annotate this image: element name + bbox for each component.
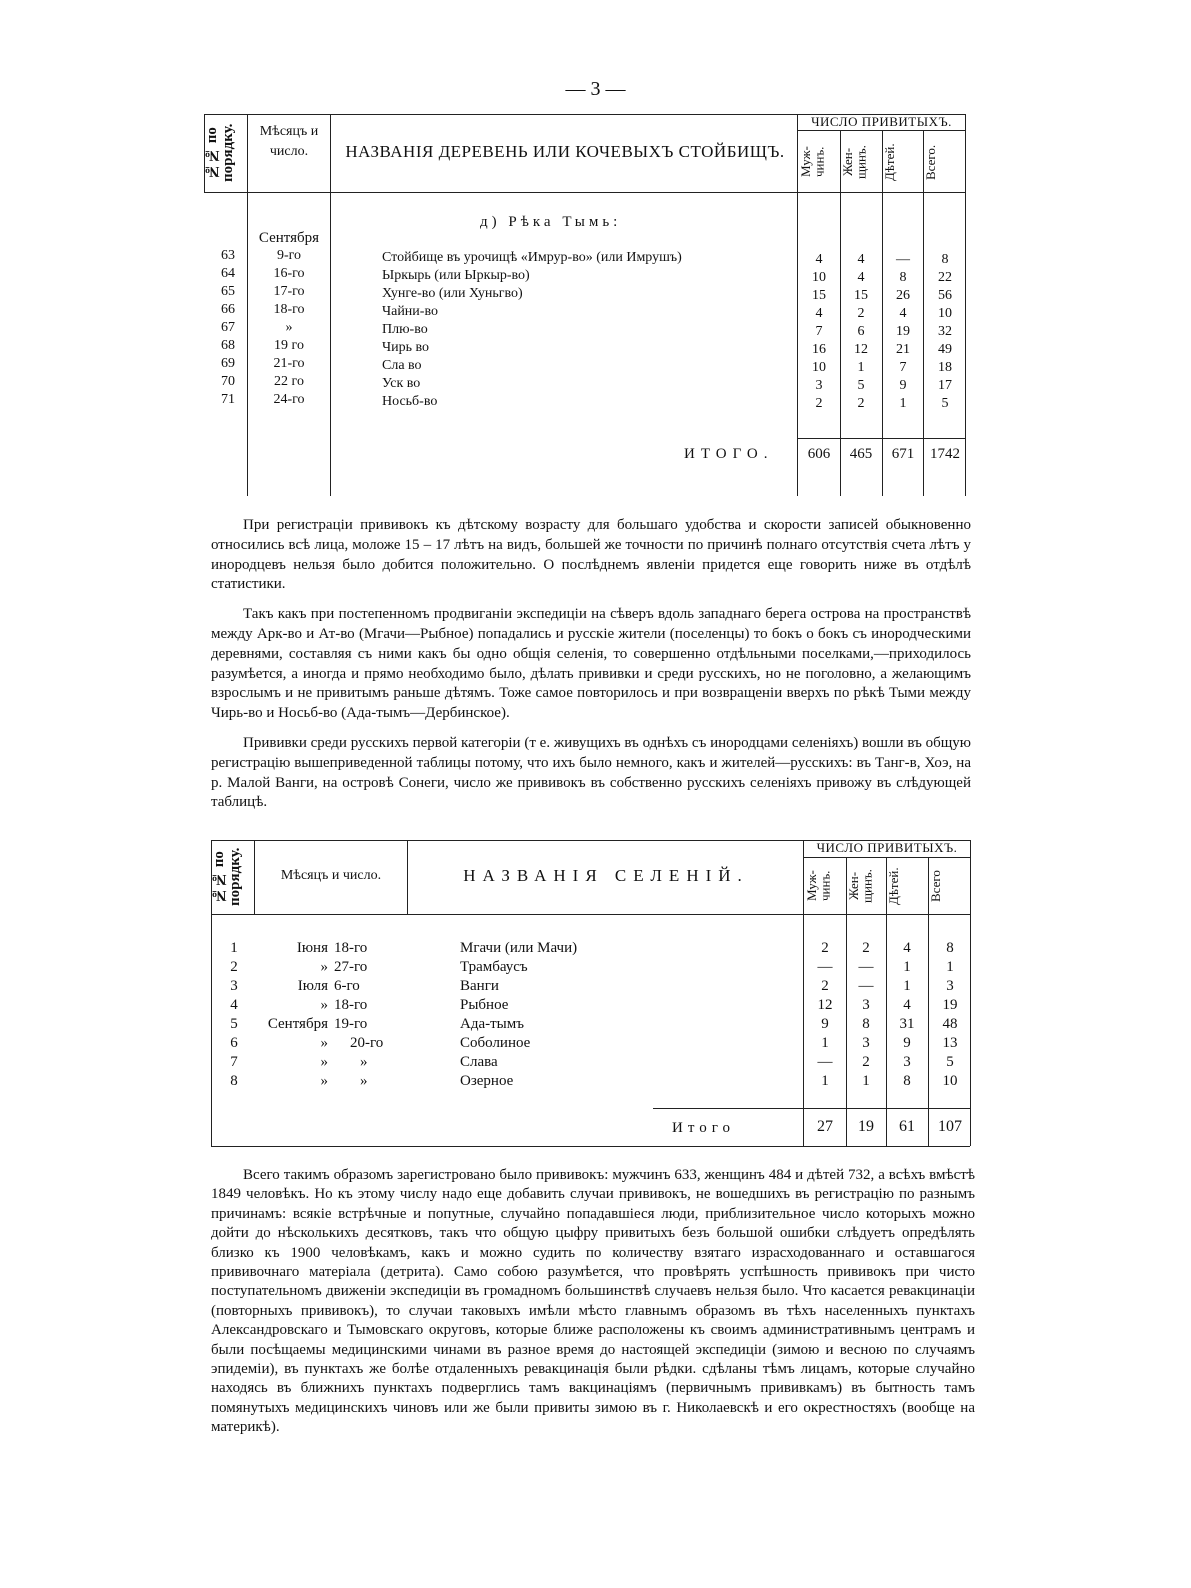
t1-children: — <box>896 252 910 267</box>
t2-total: 13 <box>942 1035 958 1051</box>
t2-month: » <box>320 1054 328 1070</box>
t1-men: 16 <box>812 342 826 357</box>
t1-men: 7 <box>815 324 823 339</box>
t2-day: » <box>360 1054 368 1070</box>
t2-name: Ада-тымъ <box>460 1016 524 1032</box>
t1-no: 65 <box>221 284 235 299</box>
t1-total-children: 671 <box>891 446 915 462</box>
t2-month: » <box>320 1035 328 1051</box>
t2-name: Озерное <box>460 1073 514 1089</box>
t2-month: » <box>320 959 328 975</box>
t1-children: 1 <box>899 396 907 411</box>
t2-total: 19 <box>942 997 958 1013</box>
t1-no: 67 <box>221 320 235 335</box>
t1-total: 10 <box>938 306 952 321</box>
t1-no: 63 <box>221 248 235 263</box>
t1-no: 68 <box>221 338 235 353</box>
t1-children: 26 <box>896 288 910 303</box>
text-block-2 <box>211 1166 975 1438</box>
t2-men: — <box>817 959 833 975</box>
t1-total: 5 <box>941 396 949 411</box>
t2-women: — <box>858 978 874 994</box>
t1-name: Уск во <box>382 376 421 391</box>
t1-total-men: 606 <box>807 446 831 462</box>
t2-men: — <box>817 1054 833 1070</box>
t2-total-women: 19 <box>858 1118 874 1135</box>
page-number: — 3 — <box>565 78 626 100</box>
t1-men: 3 <box>815 378 823 393</box>
t1-header-no: №№ по порядку. <box>204 123 236 183</box>
t1-header-men: Муж- чинъ. <box>798 146 827 178</box>
t2-total: 5 <box>946 1054 954 1070</box>
t2-total-children: 61 <box>899 1118 915 1135</box>
t2-name: Рыбное <box>460 997 509 1013</box>
t2-women: 2 <box>862 1054 870 1070</box>
t1-women: 2 <box>857 306 865 321</box>
t1-month-label: Сентября <box>258 230 320 246</box>
t2-day: 18-го <box>334 940 368 956</box>
t1-total: 49 <box>938 342 952 357</box>
t1-women: 1 <box>857 360 865 375</box>
t1-section-title: д) Рѣка Тымь: <box>480 214 622 230</box>
t2-no: 8 <box>230 1073 238 1089</box>
t2-day: 19-го <box>334 1016 368 1032</box>
t1-children: 4 <box>899 306 907 321</box>
t1-women: 4 <box>857 252 865 267</box>
paragraph: Всего такимъ образомъ зарегистровано было прививокъ: мужчинъ 633, женщинъ 484 и дѣтей 732, а всѣхъ вмѣстѣ 1849 человѣкъ. Но къ этому числу надо еще добавить случаи прививокъ, не вошедшихъ въ регистрацію по разнымъ причинамъ: всякіе встрѣчные и попутные, случайно попадавшіеся люди, приблизительное число которыхъ можно дойти до нѣсколькихъ десятковъ, такъ что общую цыфру привитыхъ безъ большой ошибки слѣдуетъ опредѣлять близко къ 1900 человѣкамъ, какъ и можно судить по количеству взятаго израсходованнаго и оставшагося прививочнаго матеріала (детрита). Само собою разумѣется, что провѣрять успѣшность прививокъ при чисто поступательномъ движеніи экспедиціи въ громадномъ большинствѣ случаевъ нельзя было. Что касается ревакцинаціи (повторныхъ прививокъ), то случаи таковыхъ имѣли мѣсто главнымъ образомъ въ тѣхъ населенныхъ пунктахъ Александровскаго и Тымовскаго округовъ, которые ближе расположены къ своимъ административнымъ центрамъ и были посѣщаемы медицинскими чинами въ разное время до настоящей экспедиціи (зимою и весною по случаямъ эпидеміи), въ пунктахъ же болѣе отдаленныхъ ревакцинація были рѣдки. сдѣланы тѣмъ лицамъ, которые случайно находясь въ ближнихъ пунктахъ подверглись тамъ вакцинаціямъ (первичнымъ прививкамъ) въ бытность тамъ помянутыхъ медицинскихъ чиновъ или же были привиты зимою въ г. Николаевскѣ и его окрестностяхъ (вообще на материкѣ). <box>211 1167 975 1436</box>
t1-header-total: Всего. <box>923 144 938 180</box>
t1-men: 10 <box>812 270 826 285</box>
t1-name: Хунге-во (или Хуньгво) <box>382 286 523 301</box>
t1-women: 15 <box>854 288 868 303</box>
t1-women: 12 <box>854 342 868 357</box>
t1-header-count-group: ЧИСЛО ПРИВИТЫХЪ. <box>811 114 952 129</box>
t1-total: 56 <box>938 288 952 303</box>
t2-men: 9 <box>821 1016 829 1032</box>
t2-day: 27-го <box>334 959 368 975</box>
t1-total: 18 <box>938 360 952 375</box>
t1-men: 4 <box>815 306 823 321</box>
t2-day: 18-го <box>334 997 368 1013</box>
t2-total-total: 107 <box>938 1118 962 1135</box>
t2-children: 1 <box>903 959 911 975</box>
t2-women: 3 <box>862 1035 870 1051</box>
t1-children: 9 <box>899 378 907 393</box>
t2-no: 3 <box>230 978 238 994</box>
t2-name: Соболиное <box>460 1035 531 1051</box>
t1-total-total: 1742 <box>930 446 960 462</box>
t1-header-children: Дѣтей. <box>882 143 897 181</box>
t1-name: Чирь во <box>382 340 429 355</box>
t1-date: » <box>285 320 293 335</box>
t2-no: 6 <box>230 1035 238 1051</box>
t2-total: 8 <box>946 940 954 956</box>
t2-header-total: Всего <box>928 870 943 902</box>
t1-date: 19 го <box>274 338 304 353</box>
t2-men: 2 <box>821 940 829 956</box>
t1-men: 10 <box>812 360 826 375</box>
t1-men: 15 <box>812 288 826 303</box>
t2-children: 4 <box>903 997 911 1013</box>
t1-name: Сла во <box>382 358 422 373</box>
t2-women: — <box>858 959 874 975</box>
t1-date: 24-го <box>273 392 305 407</box>
t1-women: 2 <box>857 396 865 411</box>
t1-name: Носьб-во <box>382 394 438 409</box>
t1-date: 21-го <box>273 356 305 371</box>
t1-date: 18-го <box>273 302 305 317</box>
t2-day: 20-го <box>350 1035 384 1051</box>
t1-men: 2 <box>815 396 823 411</box>
t1-total-label: ИТОГО. <box>684 446 774 462</box>
t1-men: 4 <box>815 252 823 267</box>
t1-children: 19 <box>896 324 910 339</box>
t1-no: 70 <box>221 374 235 389</box>
t2-children: 31 <box>899 1016 915 1032</box>
t2-men: 1 <box>821 1035 829 1051</box>
t2-men: 12 <box>817 997 833 1013</box>
t2-children: 8 <box>903 1073 911 1089</box>
t2-day: 6-го <box>334 978 360 994</box>
t2-men: 1 <box>821 1073 829 1089</box>
t1-women: 4 <box>857 270 865 285</box>
t2-month: » <box>320 1073 328 1089</box>
t2-women: 8 <box>862 1016 870 1032</box>
t2-header-month: Мѣсяцъ и число. <box>280 868 382 883</box>
paragraph: При регистраціи прививокъ къ дѣтскому возрасту для большаго удобства и скорости записей обыкновенно относились всѣ лица, моложе 15 – 17 лѣтъ на видъ, большей же точности по причинѣ полнаго отсутствія счета лѣтъ у инородцевъ нельзя было добится положительно. О послѣднемъ явленіи придется еще говорить ниже въ отдѣлѣ статистики. <box>211 517 971 593</box>
t1-no: 71 <box>221 392 235 407</box>
t2-header-no: №№ по порядку. <box>211 847 243 907</box>
t2-children: 4 <box>903 940 911 956</box>
t1-header-name: НАЗВАНІЯ ДЕРЕВЕНЬ ИЛИ КОЧЕВЫХЪ СТОЙБИЩЪ. <box>345 142 785 161</box>
t1-total: 8 <box>941 252 949 267</box>
t2-header-name: НАЗВАНІЯ СЕЛЕНІЙ. <box>463 866 749 885</box>
text-block-1 <box>211 516 971 813</box>
t1-name: Стойбище въ урочищѣ «Имрур-во» (или Имрушъ) <box>382 250 682 265</box>
t2-month: » <box>320 997 328 1013</box>
t2-total-label: Итого <box>672 1120 735 1136</box>
t1-name: Ыркырь (или Ыркыр-во) <box>382 268 530 283</box>
t1-no: 69 <box>221 356 235 371</box>
t1-total: 32 <box>938 324 952 339</box>
t2-name: Трамбаусъ <box>460 959 528 975</box>
t2-header-men: Муж- чинъ. <box>804 870 833 902</box>
t2-no: 2 <box>230 959 238 975</box>
t2-children: 3 <box>903 1054 911 1070</box>
t1-women: 6 <box>857 324 865 339</box>
t1-date: 9-го <box>276 248 302 263</box>
t2-total: 10 <box>942 1073 958 1089</box>
t2-children: 9 <box>903 1035 911 1051</box>
t1-children: 7 <box>899 360 907 375</box>
t2-header-children: Дѣтей. <box>886 867 901 905</box>
t2-name: Слава <box>460 1054 498 1070</box>
t1-children: 8 <box>899 270 907 285</box>
t2-name: Мгачи (или Мачи) <box>460 940 578 956</box>
t2-men: 2 <box>821 978 829 994</box>
t1-name: Плю-во <box>382 322 428 337</box>
t1-date: 22 го <box>274 374 304 389</box>
t1-date: 17-го <box>273 284 305 299</box>
t1-no: 66 <box>221 302 235 317</box>
t2-women: 1 <box>862 1073 870 1089</box>
t2-total-men: 27 <box>817 1118 833 1135</box>
t2-name: Ванги <box>460 978 499 994</box>
t2-header-count-group: ЧИСЛО ПРИВИТЫХЪ. <box>816 840 958 855</box>
t2-day: » <box>360 1073 368 1089</box>
t1-children: 21 <box>896 342 910 357</box>
t2-total: 3 <box>946 978 954 994</box>
paragraph: Такъ какъ при постепенномъ продвиганіи экспедиціи на сѣверъ вдоль западнаго берега острова на пространствѣ между Арк-во и Ат-во (Мгачи—Рыбное) попадались и русскіе жители (поселенцы) то бокъ о бокъ съ инородческими деревнями, составляя съ ними какъ бы одно общія селенія, то совершенно отдѣльными поселками,—приходилось разумѣется, а иногда и прямо необходимо было, дѣлать прививки и среди русскихъ, но не поголовно, а желающимъ взрослымъ и не привитымъ раньше дѣтямъ. Тоже самое повторилось и при возвращеніи вверхъ по рѣкѣ Тыми между Чирь-во и Носьб-во (Ада-тымъ—Дербинское). <box>211 606 971 722</box>
t1-women: 5 <box>857 378 865 393</box>
t2-month: Сентября <box>267 1016 328 1032</box>
t1-header-women: Жен- щинъ. <box>840 145 869 179</box>
t2-header-women: Жен- щинъ. <box>846 869 875 903</box>
t1-header-month: Мѣсяцъ и число. <box>259 124 319 159</box>
t1-no: 64 <box>221 266 235 281</box>
t2-no: 4 <box>230 997 238 1013</box>
t2-no: 5 <box>230 1016 238 1032</box>
paragraph: Прививки среди русскихъ первой категоріи (т е. живущихъ въ однѣхъ съ инородцами селеніяхъ) вошли въ общую регистрацію вышеприведенной таблицы потому, что ихъ было немного, какъ и жителей—русскихъ: въ Танг-в, Хоэ, на р. Малой Ванги, на островѣ Сонеги, число же прививокъ въ собственно русскихъ селеніяхъ привожу въ слѣдующей таблицѣ. <box>211 734 971 811</box>
t2-women: 2 <box>862 940 870 956</box>
t2-total: 48 <box>942 1016 958 1032</box>
t1-total-women: 465 <box>849 446 873 462</box>
t2-total: 1 <box>946 959 954 975</box>
t2-women: 3 <box>862 997 870 1013</box>
t2-no: 7 <box>230 1054 238 1070</box>
t1-total: 22 <box>938 270 952 285</box>
t1-total: 17 <box>938 378 952 393</box>
t2-month: Іюля <box>297 978 328 994</box>
t1-date: 16-го <box>273 266 305 281</box>
t2-month: Іюня <box>296 940 328 956</box>
t2-children: 1 <box>903 978 911 994</box>
t2-no: 1 <box>230 940 238 956</box>
t1-name: Чайни-во <box>382 304 438 319</box>
